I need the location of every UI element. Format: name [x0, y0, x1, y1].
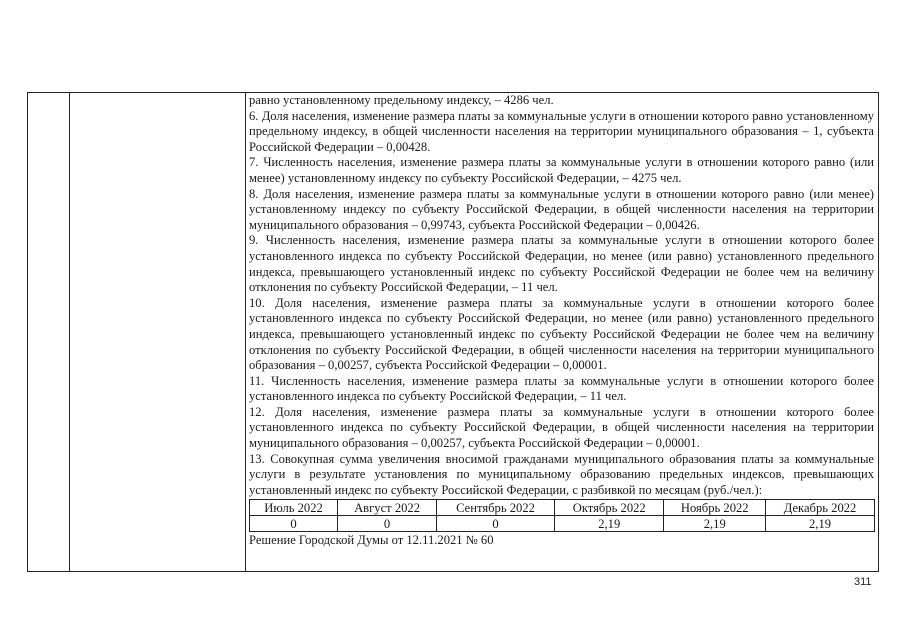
month-value: 2,19: [766, 516, 875, 532]
paragraph-item-8: 8. Доля населения, изменение размера платы за коммунальные услуги в отношении которого равно (или менее) установленному индексу по субъекту Российской Федерации, в общей численности населения на территории муниципального образования – 0,99743, субъекта Российской Федерации – 0,00426.: [249, 186, 874, 232]
table-column-number: [28, 93, 70, 571]
paragraph-continuation: равно установленному предельному индексу, – 4286 чел.: [249, 93, 554, 107]
paragraph-item-7: 7. Численность населения, изменение размера платы за коммунальные услуги в отношении которого равно (или менее) установленному индексу по субъекту Российской Федерации, – 4275 чел.: [249, 155, 874, 185]
monthly-amounts-table: [249, 499, 875, 532]
monthly-header-row: [250, 500, 875, 516]
paragraph-item-9: 9. Численность населения, изменение размера платы за коммунальные услуги в отношении которого более установленного индекса по субъекту Российской Федерации, но менее (или равно) установленного предельного индекса, превышающего установленный индекс по субъекту Российской Федерации не более чем на величину отклонения по субъекту Российской Федерации, – 11 чел.: [249, 233, 874, 295]
month-value: 0: [250, 516, 338, 532]
month-header: Сентябрь 2022: [437, 500, 555, 516]
monthly-values-row: [250, 516, 875, 532]
month-value: 2,19: [664, 516, 766, 532]
month-header: Июль 2022: [250, 500, 338, 516]
month-header: Декабрь 2022: [766, 500, 875, 516]
month-header: Октябрь 2022: [555, 500, 664, 516]
decision-reference: Решение Городской Думы от 12.11.2021 № 60: [249, 533, 494, 548]
table-column-content: [246, 93, 878, 571]
paragraph-item-6: 6. Доля населения, изменение размера платы за коммунальные услуги в отношении которого равно установленному предельному индексу, в общей численности населения на территории муниципального образования – 1, субъекта Российской Федерации – 0,00428.: [249, 108, 874, 154]
paragraph-item-11: 11. Численность населения, изменение размера платы за коммунальные услуги в отношении которого более установленного индекса по субъекту Российской Федерации, – 11 чел.: [249, 373, 874, 404]
paragraph-item-12: 12. Доля населения, изменение размера платы за коммунальные услуги в отношении которого более установленного индекса по субъекту Российской Федерации, в общей численности населения на территории муниципального образования – 0,00257, субъекта Российской Федерации – 0,00001.: [249, 404, 874, 451]
table-column-name: [69, 93, 246, 571]
main-table: [27, 92, 879, 572]
month-header: Август 2022: [338, 500, 437, 516]
month-value: 0: [338, 516, 437, 532]
paragraph-item-13: 13. Совокупная сумма увеличения вносимой гражданами муниципального образования платы за коммунальные услуги в результате установления по муниципальному образованию предельных индексов, превышающих установленный индекс по субъекту Российской Федерации, с разбивкой по месяцам (руб./чел.):: [249, 451, 874, 497]
month-value: 2,19: [555, 516, 664, 532]
month-header: Ноябрь 2022: [664, 500, 766, 516]
month-value: 0: [437, 516, 555, 532]
page-number: 311: [854, 576, 872, 588]
paragraph-item-10: 10. Доля населения, изменение размера платы за коммунальные услуги в отношении которого более установленного индекса по субъекту Российской Федерации, но менее (или равно) установленного предельного индекса, превышающего установленный индекс по субъекту Российской Федерации не более чем на величину отклонения по субъекту Российской Федерации, в общей численности населения на территории муниципального образования – 0,00257, субъекта Российской Федерации – 0,00001.: [249, 295, 874, 373]
